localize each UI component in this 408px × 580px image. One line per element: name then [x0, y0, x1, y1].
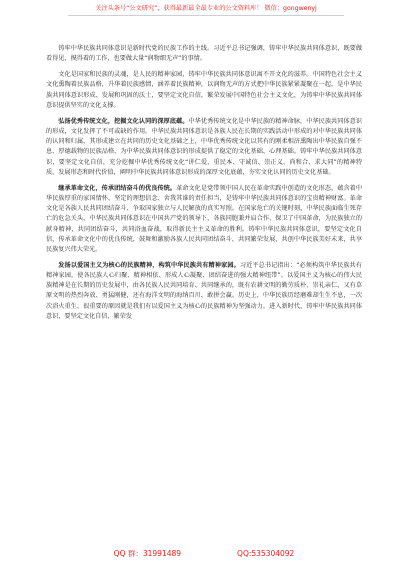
- paragraph-2: [46, 70, 362, 111]
- paragraph-5: [46, 261, 362, 322]
- paragraph-heading: 弘扬优秀传统文化，挖掘文化认同的深厚底蕴。: [58, 117, 189, 125]
- promo-banner: 关注头条号“公文研究”，获得最新最全最专业的公文资料库！ 微信：gongwenyj: [68, 5, 344, 16]
- article-body: [46, 44, 362, 326]
- paragraph-3: [46, 117, 362, 178]
- paragraph-1: [46, 44, 362, 64]
- paragraph-text: 中华优秀传统文化是中华民族的精神命脉，中华民族共同体意识的形成，文化发挥了不可或缺的作用。中华民族共同体意识是各族人民在长期的实践活动中形成的对中华民族共同体的认同和归属，其形成建立在共同的历史文化基础之上，中华优秀传统文化以其有的刚柔相济熏陶出中华民族自强不息、厚德载物的民族品格，为中华民族共同体意识的形成提供了稳定的文化基础、心理基础。铸牢中华民族共同体意识，要坚定文化自信，充分挖掘中华优秀传统文化“讲仁爱、重民本、守诚信、崇正义、尚和合、求大同”的精神特质、发展形态和时代价值，阐明中华民族共同体意识形成的深厚文化底蕴，夯实文化认同的历史文化基础。: [46, 117, 362, 176]
- qq-contact-number: QQ:535304092: [237, 549, 295, 558]
- paragraph-4: [46, 184, 362, 255]
- paragraph-text: 文化是国家和民族的灵魂，是人民的精神家园，铸牢中华民族共同体意识离不开文化的滋养。中国特色社会主义文化熏陶着民族品格，升华着民族感情，涵养着民族精神，以润物无声的方式把中华民族紧紧凝聚在一起，是中华民族共同体意识形成、发展和巩固的沃土，要坚定文化自信，繁荣发展中国特色社会主义文化，为铸牢中华民族共同体意识提供坚实的文化支撑。: [46, 71, 362, 109]
- qq-group-number: QQ 群：31991489: [113, 549, 182, 558]
- paragraph-text: 习近平总书记指出：“必须构筑中华民族共有精神家园，使各民族人心归聚、精神相依、形成人心凝聚、团结奋进的强大精神纽带”。以爱国主义为核心的伟大民族精神是在长期的历史发展中，由各民族人民共同培育、共同继承的，既有农耕文明的勤劳质朴、崇礼亲仁，又有草原文明的热烈奔放、勇猛刚健，还有海洋文明的海纳百川、敢拼会赢。历史上，中华民族历经磨难却生生不息，一次次浴火重生，很重要的原因就是我们有以爱国主义为核心的民族精神为坚强动力。进入新时代，铸牢中华民族共同体意识，要坚定文化自信，繁荣发: [46, 261, 362, 320]
- paragraph-heading: 发扬以爱国主义为核心的民族精神，构筑中华民族共有精神家园。: [58, 261, 240, 269]
- paragraph-heading: 继承革命文化，传承团结奋斗的优良传统。: [58, 184, 177, 192]
- contact-footer: [0, 548, 408, 559]
- paragraph-text: 铸牢中华民族共同体意识是新时代党的民族工作的主线。习近平总书记强调，铸牢中华民族共同体意识，既要做看得见、摸得着的工作，也要做大量“润物细无声”的事情。: [46, 45, 362, 63]
- paragraph-text: 革命文化是党带领中国人民在革命实践中创造的文化形态，蕴含着中华民族厚重的家国情怀、坚定的理想信念、舍我其谁的责任担当，是铸牢中华民族共同体意识的宝贵精神财富。革命文化是各族人民共同团结奋斗、争取国家独立与人民解放的真实写照。在国家危亡的关键时刻，中华民族面临生死存亡的危急关头，中华民族共同体意识在中国共产党的领导下，各族同胞兼并肩合作，保卫了中国革命，为民族独立的献身精神，共同团结奋斗，共同浴血奋战，取得新民主主义革命的胜利。铸牢中华民族共同体意识，要坚定文化自信，传承革命文化中的优良传统，鼓舞和激励各族人民共同团结奋斗，共同繁荣发展，共创中华民族美好未来，共享民族复兴伟大荣光。: [46, 184, 362, 253]
